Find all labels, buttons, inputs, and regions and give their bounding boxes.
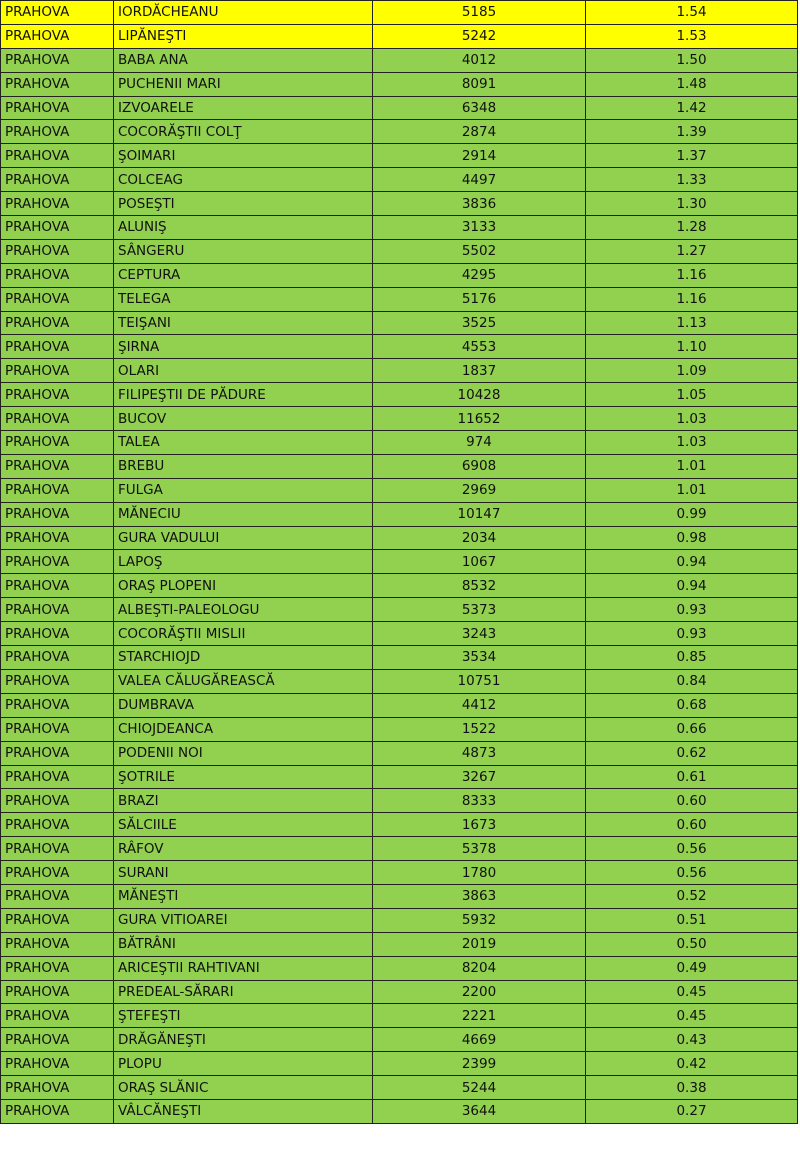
county-cell[interactable]: PRAHOVA (1, 1028, 114, 1052)
population-cell[interactable]: 5244 (373, 1076, 586, 1100)
table-row (1, 693, 798, 717)
locality-cell[interactable]: PODENII NOI (114, 741, 373, 765)
county-cell[interactable]: PRAHOVA (1, 789, 114, 813)
population-cell[interactable]: 5932 (373, 908, 586, 932)
table-row (1, 48, 798, 72)
county-cell[interactable]: PRAHOVA (1, 693, 114, 717)
county-cell[interactable]: PRAHOVA (1, 646, 114, 670)
rate-cell[interactable]: 1.16 (586, 287, 798, 311)
county-cell[interactable]: PRAHOVA (1, 669, 114, 693)
rate-cell[interactable]: 0.93 (586, 598, 798, 622)
population-cell[interactable]: 1673 (373, 813, 586, 837)
locality-cell[interactable]: ORAŞ PLOPENI (114, 574, 373, 598)
county-cell[interactable]: PRAHOVA (1, 144, 114, 168)
population-cell[interactable]: 5502 (373, 239, 586, 263)
population-cell[interactable]: 8532 (373, 574, 586, 598)
population-cell[interactable]: 4669 (373, 1028, 586, 1052)
table-row (1, 932, 798, 956)
table-row (1, 383, 798, 407)
table-row (1, 311, 798, 335)
locality-cell[interactable]: COCORĂŞTII MISLII (114, 622, 373, 646)
county-cell[interactable]: PRAHOVA (1, 980, 114, 1004)
table-row (1, 622, 798, 646)
county-cell[interactable]: PRAHOVA (1, 168, 114, 192)
table-row (1, 1028, 798, 1052)
table-row (1, 287, 798, 311)
rate-cell[interactable]: 1.03 (586, 407, 798, 431)
locality-cell[interactable]: VALEA CĂLUGĂREASCĂ (114, 669, 373, 693)
county-cell[interactable]: PRAHOVA (1, 359, 114, 383)
table-row (1, 1052, 798, 1076)
table-row (1, 669, 798, 693)
population-cell[interactable]: 3644 (373, 1099, 586, 1123)
table-row (1, 550, 798, 574)
locality-cell[interactable]: ŞOTRILE (114, 765, 373, 789)
table-row (1, 96, 798, 120)
population-cell[interactable]: 6348 (373, 96, 586, 120)
table-row (1, 861, 798, 885)
rate-cell[interactable]: 0.98 (586, 526, 798, 550)
population-cell[interactable]: 10147 (373, 502, 586, 526)
table-row (1, 144, 798, 168)
table-row (1, 1076, 798, 1100)
population-cell[interactable]: 3534 (373, 646, 586, 670)
table-row (1, 431, 798, 455)
table-row (1, 526, 798, 550)
locality-cell[interactable]: TEIŞANI (114, 311, 373, 335)
locality-cell[interactable]: BRAZI (114, 789, 373, 813)
county-cell[interactable]: PRAHOVA (1, 431, 114, 455)
locality-cell[interactable]: MĂNEŞTI (114, 884, 373, 908)
population-cell[interactable]: 4873 (373, 741, 586, 765)
population-cell[interactable]: 5185 (373, 1, 586, 25)
locality-cell[interactable]: BABA ANA (114, 48, 373, 72)
table-row (1, 765, 798, 789)
rate-cell[interactable]: 1.53 (586, 24, 798, 48)
locality-cell[interactable]: OLARI (114, 359, 373, 383)
rate-cell[interactable]: 0.51 (586, 908, 798, 932)
county-cell[interactable]: PRAHOVA (1, 932, 114, 956)
population-cell[interactable]: 3267 (373, 765, 586, 789)
table-row (1, 120, 798, 144)
population-cell[interactable]: 1522 (373, 717, 586, 741)
population-cell[interactable]: 3836 (373, 192, 586, 216)
population-cell[interactable]: 8204 (373, 956, 586, 980)
table-row (1, 1, 798, 25)
county-cell[interactable]: PRAHOVA (1, 48, 114, 72)
rate-cell[interactable]: 0.99 (586, 502, 798, 526)
rate-cell[interactable]: 0.62 (586, 741, 798, 765)
population-cell[interactable]: 2969 (373, 478, 586, 502)
county-cell[interactable]: PRAHOVA (1, 622, 114, 646)
locality-cell[interactable]: SURANI (114, 861, 373, 885)
rate-cell[interactable]: 0.60 (586, 789, 798, 813)
county-cell[interactable]: PRAHOVA (1, 550, 114, 574)
rate-cell[interactable]: 1.30 (586, 192, 798, 216)
rate-cell[interactable]: 1.05 (586, 383, 798, 407)
table-row (1, 956, 798, 980)
rate-cell[interactable]: 1.03 (586, 431, 798, 455)
county-cell[interactable]: PRAHOVA (1, 1004, 114, 1028)
population-cell[interactable]: 1837 (373, 359, 586, 383)
county-cell[interactable]: PRAHOVA (1, 765, 114, 789)
population-cell[interactable]: 4412 (373, 693, 586, 717)
county-cell[interactable]: PRAHOVA (1, 239, 114, 263)
locality-cell[interactable]: SĂLCIILE (114, 813, 373, 837)
locality-cell[interactable]: ALUNIŞ (114, 216, 373, 240)
locality-cell[interactable]: DUMBRAVA (114, 693, 373, 717)
locality-cell[interactable]: ALBEŞTI-PALEOLOGU (114, 598, 373, 622)
locality-cell[interactable]: STARCHIOJD (114, 646, 373, 670)
locality-cell[interactable]: ORAŞ SLĂNIC (114, 1076, 373, 1100)
locality-cell[interactable]: COCORĂŞTII COLŢ (114, 120, 373, 144)
rate-cell[interactable]: 0.45 (586, 1004, 798, 1028)
table-row (1, 454, 798, 478)
rate-cell[interactable]: 1.13 (586, 311, 798, 335)
locality-cell[interactable]: COLCEAG (114, 168, 373, 192)
table-row (1, 168, 798, 192)
population-cell[interactable]: 11652 (373, 407, 586, 431)
population-cell[interactable]: 2034 (373, 526, 586, 550)
population-cell[interactable]: 6908 (373, 454, 586, 478)
rate-cell[interactable]: 0.66 (586, 717, 798, 741)
table-row (1, 359, 798, 383)
locality-cell[interactable]: MĂNECIU (114, 502, 373, 526)
county-cell[interactable]: PRAHOVA (1, 884, 114, 908)
rate-cell[interactable]: 0.49 (586, 956, 798, 980)
population-cell[interactable]: 8333 (373, 789, 586, 813)
rate-cell[interactable]: 0.84 (586, 669, 798, 693)
population-cell[interactable]: 10428 (373, 383, 586, 407)
county-cell[interactable]: PRAHOVA (1, 335, 114, 359)
county-cell[interactable]: PRAHOVA (1, 908, 114, 932)
table-body (1, 1, 798, 1124)
rate-cell[interactable]: 0.68 (586, 693, 798, 717)
locality-cell[interactable]: PUCHENII MARI (114, 72, 373, 96)
county-cell[interactable]: PRAHOVA (1, 956, 114, 980)
rate-cell[interactable]: 1.28 (586, 216, 798, 240)
county-cell[interactable]: PRAHOVA (1, 1099, 114, 1123)
population-cell[interactable]: 8091 (373, 72, 586, 96)
table-row (1, 813, 798, 837)
county-cell[interactable]: PRAHOVA (1, 96, 114, 120)
population-cell[interactable]: 4012 (373, 48, 586, 72)
locality-cell[interactable]: PREDEAL-SĂRARI (114, 980, 373, 1004)
county-cell[interactable]: PRAHOVA (1, 598, 114, 622)
rate-cell[interactable]: 0.45 (586, 980, 798, 1004)
population-cell[interactable]: 5242 (373, 24, 586, 48)
county-cell[interactable]: PRAHOVA (1, 1052, 114, 1076)
population-cell[interactable]: 1067 (373, 550, 586, 574)
county-cell[interactable]: PRAHOVA (1, 72, 114, 96)
table-row (1, 837, 798, 861)
locality-cell[interactable]: IZVOARELE (114, 96, 373, 120)
locality-cell[interactable]: FULGA (114, 478, 373, 502)
table-row (1, 335, 798, 359)
locality-cell[interactable]: ŞTEFEŞTI (114, 1004, 373, 1028)
population-cell[interactable]: 1780 (373, 861, 586, 885)
locality-cell[interactable]: GURA VITIOAREI (114, 908, 373, 932)
county-cell[interactable]: PRAHOVA (1, 311, 114, 335)
table-row (1, 789, 798, 813)
rate-cell[interactable]: 1.50 (586, 48, 798, 72)
rate-cell[interactable]: 0.56 (586, 837, 798, 861)
population-cell[interactable]: 4295 (373, 263, 586, 287)
locality-cell[interactable]: BUCOV (114, 407, 373, 431)
population-cell[interactable]: 2019 (373, 932, 586, 956)
population-cell[interactable]: 5378 (373, 837, 586, 861)
population-cell[interactable]: 3243 (373, 622, 586, 646)
locality-cell[interactable]: BREBU (114, 454, 373, 478)
rate-cell[interactable]: 1.01 (586, 454, 798, 478)
county-cell[interactable]: PRAHOVA (1, 813, 114, 837)
population-cell[interactable]: 5176 (373, 287, 586, 311)
population-cell[interactable]: 3133 (373, 216, 586, 240)
county-cell[interactable]: PRAHOVA (1, 1, 114, 25)
table-row (1, 1099, 798, 1123)
locality-cell[interactable]: IORDĂCHEANU (114, 1, 373, 25)
rate-cell[interactable]: 1.42 (586, 96, 798, 120)
table-row (1, 239, 798, 263)
rate-cell[interactable]: 1.09 (586, 359, 798, 383)
rate-cell[interactable]: 1.48 (586, 72, 798, 96)
population-cell[interactable]: 2874 (373, 120, 586, 144)
locality-cell[interactable]: TALEA (114, 431, 373, 455)
county-cell[interactable]: PRAHOVA (1, 861, 114, 885)
rate-cell[interactable]: 1.27 (586, 239, 798, 263)
rate-cell[interactable]: 0.38 (586, 1076, 798, 1100)
county-cell[interactable]: PRAHOVA (1, 741, 114, 765)
county-cell[interactable]: PRAHOVA (1, 478, 114, 502)
rate-cell[interactable]: 1.39 (586, 120, 798, 144)
county-cell[interactable]: PRAHOVA (1, 526, 114, 550)
table-row (1, 1004, 798, 1028)
population-cell[interactable]: 4497 (373, 168, 586, 192)
table-row (1, 192, 798, 216)
county-cell[interactable]: PRAHOVA (1, 383, 114, 407)
table-row (1, 24, 798, 48)
rate-cell[interactable]: 0.50 (586, 932, 798, 956)
table-row (1, 598, 798, 622)
locality-cell[interactable]: TELEGA (114, 287, 373, 311)
county-cell[interactable]: PRAHOVA (1, 192, 114, 216)
table-row (1, 574, 798, 598)
rate-cell[interactable]: 0.60 (586, 813, 798, 837)
county-cell[interactable]: PRAHOVA (1, 216, 114, 240)
rate-cell[interactable]: 0.85 (586, 646, 798, 670)
table-row (1, 980, 798, 1004)
rate-cell[interactable]: 1.37 (586, 144, 798, 168)
locality-cell[interactable]: BĂTRÂNI (114, 932, 373, 956)
locality-cell[interactable]: GURA VADULUI (114, 526, 373, 550)
population-cell[interactable]: 3525 (373, 311, 586, 335)
population-cell[interactable]: 2914 (373, 144, 586, 168)
county-cell[interactable]: PRAHOVA (1, 454, 114, 478)
population-cell[interactable]: 10751 (373, 669, 586, 693)
county-cell[interactable]: PRAHOVA (1, 407, 114, 431)
locality-cell[interactable]: LAPOŞ (114, 550, 373, 574)
table-row (1, 741, 798, 765)
county-cell[interactable]: PRAHOVA (1, 574, 114, 598)
locality-cell[interactable]: ŞOIMARI (114, 144, 373, 168)
rate-cell[interactable]: 1.16 (586, 263, 798, 287)
locality-cell[interactable]: RÂFOV (114, 837, 373, 861)
county-cell[interactable]: PRAHOVA (1, 502, 114, 526)
locality-cell[interactable]: DRĂGĂNEŞTI (114, 1028, 373, 1052)
locality-cell[interactable]: SÂNGERU (114, 239, 373, 263)
rate-cell[interactable]: 1.01 (586, 478, 798, 502)
county-cell[interactable]: PRAHOVA (1, 837, 114, 861)
rate-cell[interactable]: 1.54 (586, 1, 798, 25)
population-cell[interactable]: 5373 (373, 598, 586, 622)
rate-cell[interactable]: 0.43 (586, 1028, 798, 1052)
table-row (1, 717, 798, 741)
rate-cell[interactable]: 0.56 (586, 861, 798, 885)
rate-cell[interactable]: 1.10 (586, 335, 798, 359)
locality-cell[interactable]: CHIOJDEANCA (114, 717, 373, 741)
table-row (1, 216, 798, 240)
locality-cell[interactable]: PLOPU (114, 1052, 373, 1076)
rate-cell[interactable]: 0.61 (586, 765, 798, 789)
county-cell[interactable]: PRAHOVA (1, 120, 114, 144)
county-cell[interactable]: PRAHOVA (1, 263, 114, 287)
rate-cell[interactable]: 1.33 (586, 168, 798, 192)
rate-cell[interactable]: 0.42 (586, 1052, 798, 1076)
rate-cell[interactable]: 0.94 (586, 574, 798, 598)
rate-cell[interactable]: 0.27 (586, 1099, 798, 1123)
population-cell[interactable]: 2221 (373, 1004, 586, 1028)
locality-cell[interactable]: LIPĂNEŞTI (114, 24, 373, 48)
table-row (1, 502, 798, 526)
table-row (1, 884, 798, 908)
locality-cell[interactable]: POSEŞTI (114, 192, 373, 216)
table-row (1, 646, 798, 670)
county-cell[interactable]: PRAHOVA (1, 717, 114, 741)
rate-cell[interactable]: 0.93 (586, 622, 798, 646)
table-row (1, 908, 798, 932)
locality-cell[interactable]: FILIPEŞTII DE PĂDURE (114, 383, 373, 407)
table-row (1, 478, 798, 502)
locality-cell[interactable]: CEPTURA (114, 263, 373, 287)
rate-cell[interactable]: 0.52 (586, 884, 798, 908)
table-row (1, 263, 798, 287)
table-row (1, 72, 798, 96)
population-cell[interactable]: 2200 (373, 980, 586, 1004)
population-cell[interactable]: 974 (373, 431, 586, 455)
table-row (1, 407, 798, 431)
rate-cell[interactable]: 0.94 (586, 550, 798, 574)
locality-cell[interactable]: ŞIRNA (114, 335, 373, 359)
county-cell[interactable]: PRAHOVA (1, 1076, 114, 1100)
population-cell[interactable]: 2399 (373, 1052, 586, 1076)
locality-cell[interactable]: VÂLCĂNEŞTI (114, 1099, 373, 1123)
county-cell[interactable]: PRAHOVA (1, 287, 114, 311)
population-cell[interactable]: 4553 (373, 335, 586, 359)
locality-cell[interactable]: ARICEŞTII RAHTIVANI (114, 956, 373, 980)
population-cell[interactable]: 3863 (373, 884, 586, 908)
county-cell[interactable]: PRAHOVA (1, 24, 114, 48)
